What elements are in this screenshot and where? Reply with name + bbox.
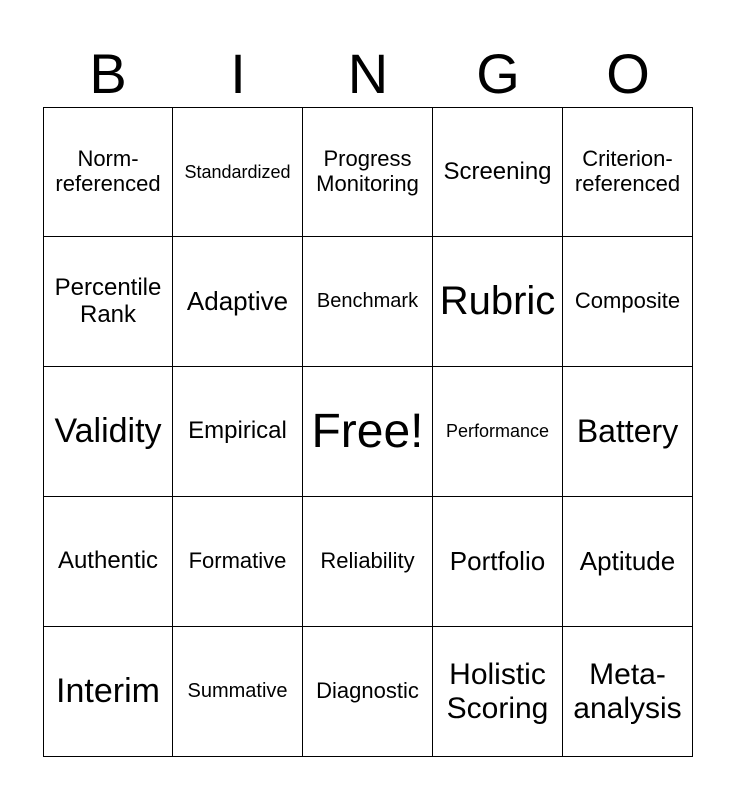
- header-letter-o: O: [606, 42, 650, 105]
- bingo-cell[interactable]: Rubric: [433, 237, 563, 367]
- bingo-cell[interactable]: Norm-referenced: [43, 107, 173, 237]
- bingo-cell[interactable]: Progress Monitoring: [303, 107, 433, 237]
- bingo-cell[interactable]: Benchmark: [303, 237, 433, 367]
- header-letter-b: B: [89, 42, 127, 105]
- bingo-cell[interactable]: Summative: [173, 627, 303, 757]
- bingo-cell[interactable]: Reliability: [303, 497, 433, 627]
- bingo-cell[interactable]: Aptitude: [563, 497, 693, 627]
- header-letter-g: G: [476, 42, 520, 105]
- bingo-cell[interactable]: Standardized: [173, 107, 303, 237]
- bingo-cell[interactable]: Criterion-referenced: [563, 107, 693, 237]
- bingo-cell[interactable]: Holistic Scoring: [433, 627, 563, 757]
- bingo-header: [43, 40, 693, 108]
- bingo-cell[interactable]: Adaptive: [173, 237, 303, 367]
- header-letter-n: N: [347, 42, 389, 105]
- bingo-cell[interactable]: Interim: [43, 627, 173, 757]
- bingo-cell[interactable]: Formative: [173, 497, 303, 627]
- bingo-cell[interactable]: Diagnostic: [303, 627, 433, 757]
- bingo-cell[interactable]: Portfolio: [433, 497, 563, 627]
- bingo-cell[interactable]: Screening: [433, 107, 563, 237]
- bingo-cell[interactable]: Percentile Rank: [43, 237, 173, 367]
- header-letter-i: I: [230, 42, 246, 105]
- bingo-cell[interactable]: Validity: [43, 367, 173, 497]
- bingo-cell[interactable]: Composite: [563, 237, 693, 367]
- bingo-cell[interactable]: Authentic: [43, 497, 173, 627]
- bingo-cell[interactable]: Meta-analysis: [563, 627, 693, 757]
- bingo-card: [43, 107, 693, 757]
- bingo-cell[interactable]: Empirical: [173, 367, 303, 497]
- bingo-cell[interactable]: Performance: [433, 367, 563, 497]
- free-space-cell[interactable]: Free!: [303, 367, 433, 497]
- bingo-cell[interactable]: Battery: [563, 367, 693, 497]
